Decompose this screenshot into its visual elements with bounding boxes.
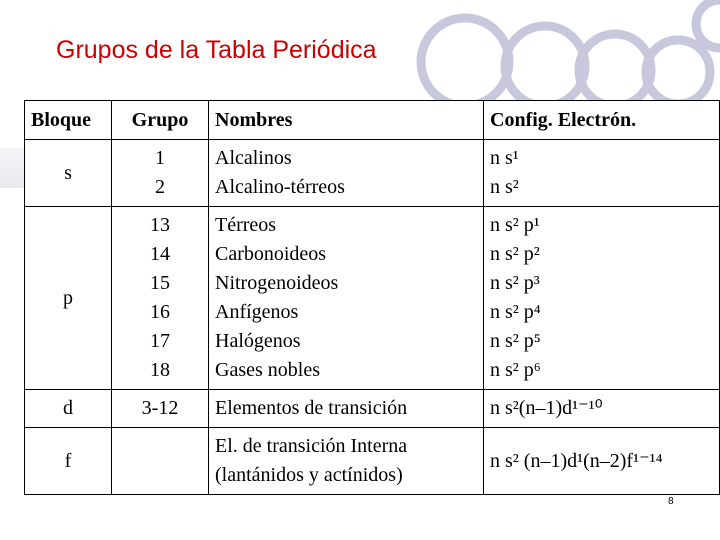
cell-grupo-line: 14 (150, 243, 170, 265)
cell-grupo (112, 207, 209, 390)
header-nombres: Nombres (209, 101, 484, 140)
header-config: Config. Electrón. (484, 101, 720, 140)
cell-config (484, 207, 720, 390)
cell-grupo-line: 18 (150, 359, 170, 381)
header-bloque: Bloque (25, 101, 112, 140)
cell-grupo (112, 140, 209, 207)
cell-nombres-line: Carbonoideos (215, 243, 327, 265)
cell-grupo-line: 1 (155, 147, 165, 169)
periodic-groups-table (24, 100, 720, 495)
cell-bloque: f (25, 428, 112, 495)
cell-nombres (209, 140, 484, 207)
cell-nombres-line: Nitrogenoideos (215, 272, 339, 294)
cell-config-line: n s² p² (490, 243, 540, 265)
cell-bloque: p (25, 207, 112, 390)
table-row (25, 428, 720, 495)
cell-grupo-line: 13 (150, 214, 170, 236)
cell-config-line: n s² (n–1)d¹(n–2)f¹⁻¹⁴ (490, 449, 663, 472)
cell-grupo-line: 2 (155, 176, 165, 198)
cell-nombres-line: Alcalino-térreos (215, 176, 345, 198)
cell-config (484, 428, 720, 495)
cell-nombres-line: Gases nobles (215, 359, 320, 381)
table-header-row (25, 101, 720, 140)
cell-nombres-line: Anfígenos (215, 301, 299, 323)
cell-grupo-line: 3-12 (141, 397, 179, 419)
cell-nombres (209, 428, 484, 495)
cell-nombres-line: (lantánidos y actínidos) (215, 464, 403, 486)
cell-nombres (209, 390, 484, 428)
cell-nombres-line: Elementos de transición (215, 397, 408, 419)
cell-bloque: s (25, 140, 112, 207)
cell-config (484, 390, 720, 428)
page-number: 8 (668, 496, 674, 507)
cell-config-line: n s² (490, 176, 519, 198)
cell-config-line: n s² p⁶ (490, 359, 541, 381)
table-row (25, 140, 720, 207)
cell-nombres-line: El. de transición Interna (215, 435, 408, 457)
cell-bloque: d (25, 390, 112, 428)
cell-grupo-line: 15 (150, 272, 170, 294)
cell-config-line: n s² p⁵ (490, 330, 541, 352)
table-row (25, 390, 720, 428)
cell-config-line: n s² p³ (490, 272, 540, 294)
cell-nombres-line: Térreos (215, 214, 277, 236)
cell-grupo-line: 16 (150, 301, 170, 323)
cell-nombres-line: Alcalinos (215, 147, 292, 169)
header-grupo: Grupo (112, 101, 209, 140)
cell-grupo (112, 428, 209, 495)
cell-grupo-line: 17 (150, 330, 170, 352)
cell-config-line: n s¹ (490, 147, 519, 169)
cell-config-line: n s² p⁴ (490, 301, 541, 323)
cell-config (484, 140, 720, 207)
table-row (25, 207, 720, 390)
cell-config-line: n s² p¹ (490, 214, 540, 236)
cell-grupo (112, 390, 209, 428)
cell-nombres (209, 207, 484, 390)
cell-nombres-line: Halógenos (215, 330, 301, 352)
cell-config-line: n s²(n–1)d¹⁻¹⁰ (490, 397, 603, 419)
slide-title: Grupos de la Tabla Periódica (56, 36, 377, 64)
